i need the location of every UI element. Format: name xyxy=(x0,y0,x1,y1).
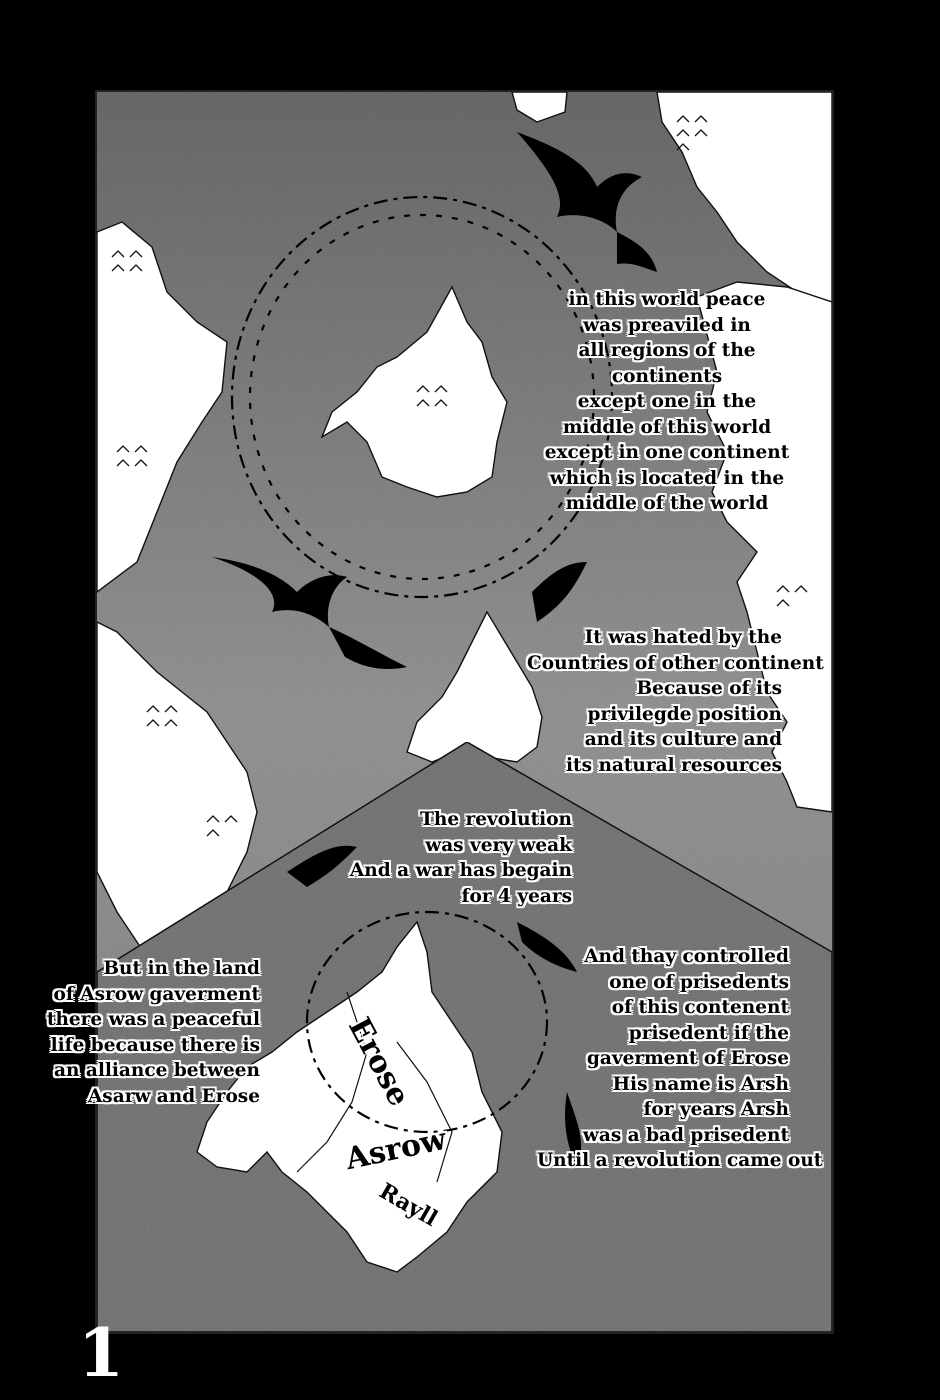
map-label-rayll: Rayll xyxy=(374,1178,442,1232)
map-panel xyxy=(95,90,834,1334)
caption-revolution: The revolution was very weak And a war has begain for 4 years xyxy=(349,809,572,907)
page-number: 1 xyxy=(78,1314,124,1392)
caption-asrow-land: But in the land of Asrow gaverment there was a peaceful life because there is an alliance between Asarw and Erose xyxy=(46,958,260,1107)
caption-controlled: And thay controlled one of prisedents of this contenent prisedent if the gaverment of Erose His name is Arsh for years Arsh was a bad prisedent Until a revolution came out xyxy=(537,946,823,1171)
caption-peace: in this world peace was preaviled in all regions of the continents except one in the middle of this world except in one continent which is located in the middle of the world xyxy=(544,289,790,514)
caption-hated: It was hated by the Countries of other continent Because of its privilegde position and its culture and its natural resources xyxy=(527,627,824,776)
map-label-asrow: Asrow xyxy=(342,1121,450,1178)
map-label-erose: Erose xyxy=(341,1012,417,1113)
